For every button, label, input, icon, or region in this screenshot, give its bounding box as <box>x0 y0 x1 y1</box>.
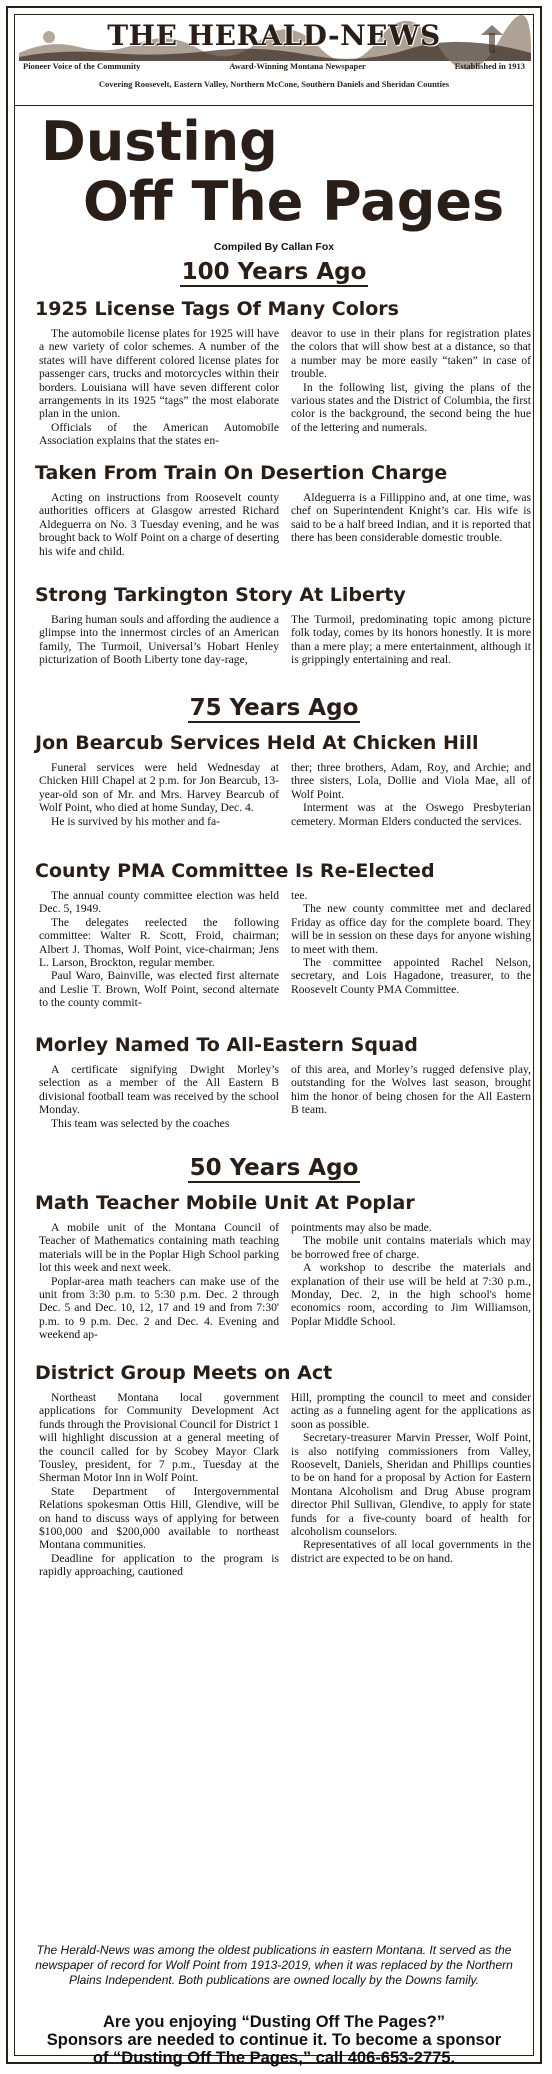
section-50-years <box>15 1155 533 1181</box>
story-column-left <box>39 1221 279 1342</box>
story-title: District Group Meets on Act <box>35 1362 333 1384</box>
story-body <box>39 889 531 1010</box>
paragraph: Poplar-area math teachers can make use of the unit from 3:30 p.m. to 5:30 p.m. Dec. 2 through Dec. 5 and Dec. 10, 12, 17 and 19 and from 7:30' p.m. to 9 p.m. Dec. 2 and Dec. 4. Evening and weekend ap- <box>39 1274 279 1342</box>
sponsor-line-3: of “Dusting Off The Pages,” call 406-653-2775. <box>92 2049 456 2067</box>
paragraph: Acting on instructions from Roosevelt county authorities officers at Glasgow arrested Richard Aldeguerra on No. 3 Tuesday evening, and he was brought back to Wolf Point on a charge of deserting his wife and child. <box>39 491 279 558</box>
paragraph: Interment was at the Oswego Presbyterian cemetery. Morman Elders conducted the services. <box>291 801 531 828</box>
paragraph: The annual county committee election was held Dec. 5, 1949. <box>39 889 279 916</box>
paragraph: This team was selected by the coaches <box>51 1116 230 1130</box>
story-body <box>39 613 531 667</box>
story-body <box>39 327 531 448</box>
section-50-years-label: 50 Years Ago <box>189 1155 359 1181</box>
paragraph: of this area, and Morley’s rugged defensive play, outstanding for the Wolves last season, brought him the honor of being chosen for the All Eastern B team. <box>291 1063 531 1117</box>
paragraph: Northeast Montana local government applications for Community Development Act funds through the Provisional Council for District 1 will highlight discussion at a general meeting of the council called for by Scobey Mayor Clark Tousley, president, for 7 p.m., Tuesday at the Sherman Motor Inn in Wolf Point. <box>39 1391 279 1485</box>
paragraph: Deadline for application to the program is rapidly approaching, cautioned <box>39 1551 279 1579</box>
masthead-coverage: Covering Roosevelt, Eastern Valley, Northern McCone, Southern Daniels and Sheridan Counties <box>98 79 450 89</box>
publication-history-note: The Herald-News was among the oldest publications in eastern Montana. It served as the newspaper of record for Wolf Point from 1913-2019, when it was replaced by the Northern Plains Independent. Both publications are owned locally by the Downs family. <box>35 1943 513 1987</box>
story-title: Jon Bearcub Services Held At Chicken Hill <box>35 732 479 754</box>
page-inner <box>14 14 534 2067</box>
headline-line-2: Off The Pages <box>83 170 505 233</box>
paragraph: Baring human souls and affording the audience a glimpse into the innermost circles of an American family, The Turmoil, Universal’s Hobart Henley picturization of Booth Liberty tone day-rage, <box>39 613 279 667</box>
paragraph: A mobile unit of the Montana Council of Teacher of Mathematics containing math teaching materials will be in the Poplar High School parking lot this week and next week. <box>39 1221 279 1275</box>
story-title: Strong Tarkington Story At Liberty <box>35 584 406 606</box>
paragraph: The mobile unit contains materials which may be borrowed free of charge. <box>291 1234 531 1261</box>
section-100-years <box>15 259 533 285</box>
story-column-left <box>39 761 279 828</box>
masthead-center-tag: Award-Winning Montana Newspaper <box>229 61 366 71</box>
sponsor-line-2: Sponsors are needed to continue it. To become a sponsor <box>46 2031 502 2049</box>
page-frame <box>6 6 542 2067</box>
paragraph: Paul Waro, Bainville, was elected first alternate and Leslie T. Brown, Wolf Point, second alternate to the county commit- <box>39 969 279 1010</box>
masthead-title: THE HERALD-NEWS <box>107 19 441 52</box>
story-column-left <box>39 613 279 667</box>
paragraph: He is survived by his mother and fa- <box>51 814 221 828</box>
paragraph: Officials of the American Automobile Association explains that the states en- <box>39 420 279 448</box>
story-title: Morley Named To All-Eastern Squad <box>35 1034 418 1056</box>
paragraph: deavor to use in their plans for registration plates the colors that will show best at a distance, so that a number may be more easily “taken” in case of trouble. <box>291 327 531 381</box>
story-body <box>39 761 531 828</box>
byline: Compiled By Callan Fox <box>213 241 335 253</box>
story-title: Math Teacher Mobile Unit At Poplar <box>35 1192 415 1214</box>
paragraph: tee. <box>291 889 308 902</box>
story-column-right <box>291 1391 531 1579</box>
section-75-years-label: 75 Years Ago <box>189 695 359 721</box>
paragraph: The new county committee met and declared Friday as office day for the complete board. They will be in session on these days for anyone wishing to meet with them. <box>291 902 531 956</box>
sponsor-appeal <box>29 2013 519 2067</box>
story-body <box>39 1063 531 1130</box>
story-column-right <box>291 613 531 667</box>
story-column-right <box>291 1063 531 1130</box>
story-column-right <box>291 491 531 558</box>
masthead-left-tag: Pioneer Voice of the Community <box>23 61 141 71</box>
story-column-right <box>291 889 531 1010</box>
paragraph: Representatives of all local governments in the district are expected to be on hand. <box>291 1538 531 1565</box>
paragraph: Funeral services were held Wednesday at Chicken Hill Chapel at 2 p.m. for Jon Bearcub, 13-year-old son of Mr. and Mrs. Harvey Bearcub of Wolf Point, who died at home Sunday, Dec. 4. <box>39 761 279 815</box>
masthead-right-tag: Established in 1913 <box>454 61 525 71</box>
story-body <box>39 491 531 558</box>
section-100-years-label: 100 Years Ago <box>181 259 367 285</box>
paragraph: Aldeguerra is a Fillippino and, at one time, was chef on Superintendent Knight’s car. His wife is said to be a half breed Indian, and it is reported that there has been considerable domestic trouble. <box>291 491 531 545</box>
paragraph: Secretary-treasurer Marvin Presser, Wolf Point, is also notifying commissioners from Valley, Roosevelt, Daniels, Sheridan and Phillips counties to be on hand for a proposal by Action for Eastern Montana Alcoholism and Drug Abuse program director Phil Sullivan, Glendive, to apply for state funds for a five-county board of health for alcoholism counselors. <box>291 1431 531 1539</box>
paragraph: The Turmoil, predominating topic among picture folk today, comes by its honors honestly. It is more than a mere play; a mere entertainment, although it is grippingly entertaining and real. <box>291 613 531 667</box>
story-column-left <box>39 327 279 448</box>
story-body <box>39 1221 531 1342</box>
masthead-taglines <box>23 61 525 71</box>
paragraph: The automobile license plates for 1925 will have a new variety of color schemes. A number of the states will have different colored license plates for passenger cars, trucks and motorcycles within their borders. Louisiana will have seven different color arrangements in its 1925 “tags” the most elaborate plan in the union. <box>39 327 279 421</box>
section-75-years <box>15 695 533 721</box>
story-column-right <box>291 1221 531 1342</box>
story-column-left <box>39 1391 279 1579</box>
paragraph: A certificate signifying Dwight Morley’s selection as a member of the All Eastern B divisional football team was received by the school Monday. <box>39 1063 279 1117</box>
story-title: Taken From Train On Desertion Charge <box>35 462 448 484</box>
paragraph: State Department of Intergovernmental Relations spokesman Ottis Hill, Glendive, will be on hand to discuss ways of applying for between $100,000 and $200,000 available to northeast Montana communities. <box>39 1484 279 1552</box>
paragraph: The delegates reelected the following committee: Walter R. Scott, Froid, chairman; Albert J. Thomas, Wolf Point, vice-chairman; Jens L. Larson, Brockton, regular member. <box>39 915 279 970</box>
story-title: 1925 License Tags Of Many Colors <box>35 298 399 320</box>
paragraph: pointments may also be made. <box>291 1221 432 1234</box>
story-column-left <box>39 889 279 1010</box>
paragraph: Hill, prompting the council to meet and consider acting as a funneling agent for the applications as soon as possible. <box>291 1391 531 1431</box>
paragraph: In the following list, giving the plans of the various states and the District of Columbia, the first color is the background, the second being the hue of the lettering and numerals. <box>291 380 531 434</box>
story-column-left <box>39 491 279 558</box>
story-column-left <box>39 1063 279 1130</box>
story-column-right <box>291 761 531 828</box>
story-body <box>39 1391 531 1579</box>
masthead <box>15 15 533 106</box>
story-title: County PMA Committee Is Re-Elected <box>35 860 435 882</box>
paragraph: The committee appointed Rachel Nelson, secretary, and Lois Hagadone, treasurer, to the Roosevelt County PMA Committee. <box>291 956 531 996</box>
paragraph: A workshop to describe the materials and explanation of their use will be held at 7:30 p.m., Monday, Dec. 2, in the high school's home economics room, according to Jim Williamson, Poplar Middle School. <box>291 1261 531 1328</box>
paragraph: ther; three brothers, Adam, Roy, and Archie; and three sisters, Lola, Dollie and Viola Mae, all of Wolf Point. <box>291 761 531 801</box>
story-column-right <box>291 327 531 448</box>
sponsor-line-1: Are you enjoying “Dusting Off The Pages?” <box>103 2013 445 2031</box>
headline-line-1: Dusting <box>41 110 278 173</box>
